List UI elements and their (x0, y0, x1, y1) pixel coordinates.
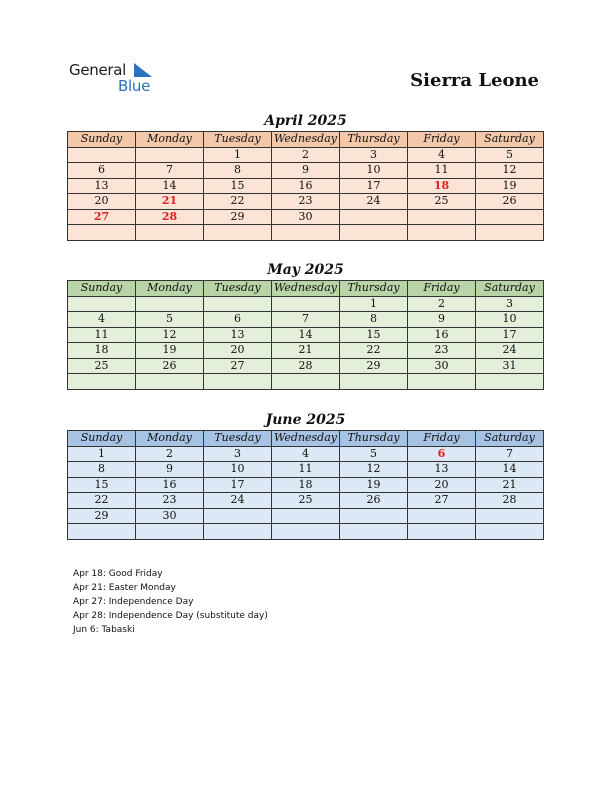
day-cell: 4 (408, 147, 476, 163)
day-cell: 20 (408, 477, 476, 493)
month-title: May 2025 (267, 262, 344, 278)
empty-day-cell (136, 147, 204, 163)
day-cell: 13 (204, 327, 272, 343)
day-cell: 10 (340, 163, 408, 179)
empty-day-cell (136, 524, 204, 540)
empty-day-cell (408, 225, 476, 241)
month-title: April 2025 (264, 113, 347, 129)
day-cell: 3 (476, 296, 544, 312)
weekday-header: Saturday (476, 281, 544, 297)
day-cell: 26 (136, 358, 204, 374)
day-cell: 2 (272, 147, 340, 163)
day-cell: 27 (204, 358, 272, 374)
empty-day-cell (136, 296, 204, 312)
day-cell: 13 (68, 178, 136, 194)
day-cell: 20 (204, 343, 272, 359)
day-cell: 30 (136, 508, 204, 524)
day-cell: 3 (204, 446, 272, 462)
holiday-note: Apr 18: Good Friday (73, 569, 163, 579)
day-cell: 21 (272, 343, 340, 359)
day-cell: 25 (68, 358, 136, 374)
day-cell: 11 (272, 462, 340, 478)
day-cell: 8 (68, 462, 136, 478)
day-cell: 21 (136, 194, 204, 210)
day-cell: 29 (68, 508, 136, 524)
empty-day-cell (476, 508, 544, 524)
empty-day-cell (204, 508, 272, 524)
day-cell: 15 (340, 327, 408, 343)
week-row (68, 508, 544, 524)
day-cell: 7 (476, 446, 544, 462)
day-cell: 22 (204, 194, 272, 210)
week-row (68, 147, 544, 163)
week-row (68, 327, 544, 343)
day-cell: 10 (204, 462, 272, 478)
week-row (68, 312, 544, 328)
empty-day-cell (408, 524, 476, 540)
weekday-header: Tuesday (204, 132, 272, 148)
week-row (68, 225, 544, 241)
day-cell: 15 (68, 477, 136, 493)
day-cell: 4 (68, 312, 136, 328)
empty-day-cell (340, 225, 408, 241)
weekday-header: Wednesday (272, 431, 340, 447)
day-cell: 9 (272, 163, 340, 179)
day-cell: 23 (136, 493, 204, 509)
day-cell: 2 (136, 446, 204, 462)
day-cell: 21 (476, 477, 544, 493)
week-row (68, 374, 544, 390)
month-grid (67, 430, 544, 540)
day-cell: 3 (340, 147, 408, 163)
day-cell: 26 (340, 493, 408, 509)
day-cell: 27 (408, 493, 476, 509)
empty-day-cell (68, 225, 136, 241)
day-cell: 23 (408, 343, 476, 359)
empty-day-cell (476, 225, 544, 241)
empty-day-cell (204, 524, 272, 540)
day-cell: 28 (136, 209, 204, 225)
day-cell: 20 (68, 194, 136, 210)
empty-day-cell (476, 524, 544, 540)
day-cell: 19 (340, 477, 408, 493)
empty-day-cell (340, 209, 408, 225)
week-row (68, 178, 544, 194)
day-cell: 1 (340, 296, 408, 312)
weekday-header: Saturday (476, 431, 544, 447)
day-cell: 24 (340, 194, 408, 210)
day-cell: 28 (476, 493, 544, 509)
weekday-header: Wednesday (272, 132, 340, 148)
day-cell: 6 (408, 446, 476, 462)
month-may (67, 260, 544, 390)
day-cell: 17 (340, 178, 408, 194)
empty-day-cell (136, 225, 204, 241)
empty-day-cell (204, 225, 272, 241)
day-cell: 8 (340, 312, 408, 328)
day-cell: 15 (204, 178, 272, 194)
empty-day-cell (408, 508, 476, 524)
weekday-header: Friday (408, 431, 476, 447)
day-cell: 1 (204, 147, 272, 163)
week-row (68, 296, 544, 312)
empty-day-cell (340, 508, 408, 524)
day-cell: 10 (476, 312, 544, 328)
day-cell: 12 (340, 462, 408, 478)
day-cell: 30 (272, 209, 340, 225)
day-cell: 29 (204, 209, 272, 225)
logo-text-general: General (69, 61, 127, 79)
day-cell: 18 (272, 477, 340, 493)
empty-day-cell (272, 225, 340, 241)
day-cell: 17 (476, 327, 544, 343)
week-row (68, 446, 544, 462)
day-cell: 16 (272, 178, 340, 194)
day-cell: 25 (272, 493, 340, 509)
empty-day-cell (340, 374, 408, 390)
empty-day-cell (136, 374, 204, 390)
day-cell: 18 (408, 178, 476, 194)
day-cell: 5 (476, 147, 544, 163)
day-cell: 17 (204, 477, 272, 493)
day-cell: 9 (136, 462, 204, 478)
week-row (68, 194, 544, 210)
empty-day-cell (272, 374, 340, 390)
day-cell: 2 (408, 296, 476, 312)
day-cell: 12 (136, 327, 204, 343)
empty-day-cell (476, 209, 544, 225)
month-title: June 2025 (265, 412, 346, 428)
day-cell: 25 (408, 194, 476, 210)
weekday-header-row (68, 431, 544, 447)
day-cell: 28 (272, 358, 340, 374)
day-cell: 16 (408, 327, 476, 343)
holiday-notes (73, 567, 268, 637)
weekday-header: Monday (136, 431, 204, 447)
weekday-header: Saturday (476, 132, 544, 148)
weekday-header: Monday (136, 281, 204, 297)
month-grid (67, 131, 544, 241)
day-cell: 6 (68, 163, 136, 179)
holiday-note: Apr 21: Easter Monday (73, 583, 176, 593)
day-cell: 8 (204, 163, 272, 179)
logo-text-blue: Blue (118, 77, 150, 95)
empty-day-cell (68, 524, 136, 540)
holiday-note: Apr 28: Independence Day (substitute day) (73, 611, 268, 621)
empty-day-cell (204, 296, 272, 312)
day-cell: 14 (476, 462, 544, 478)
generalblue-logo (69, 61, 169, 97)
week-row (68, 358, 544, 374)
weekday-header: Tuesday (204, 431, 272, 447)
day-cell: 14 (136, 178, 204, 194)
day-cell: 5 (340, 446, 408, 462)
empty-day-cell (340, 524, 408, 540)
empty-day-cell (68, 296, 136, 312)
day-cell: 24 (476, 343, 544, 359)
month-april (67, 111, 544, 241)
holiday-note: Apr 27: Independence Day (73, 597, 194, 607)
empty-day-cell (272, 524, 340, 540)
weekday-header: Sunday (68, 132, 136, 148)
empty-day-cell (204, 374, 272, 390)
week-row (68, 477, 544, 493)
weekday-header-row (68, 132, 544, 148)
day-cell: 29 (340, 358, 408, 374)
day-cell: 19 (476, 178, 544, 194)
day-cell: 18 (68, 343, 136, 359)
weekday-header: Tuesday (204, 281, 272, 297)
empty-day-cell (272, 508, 340, 524)
week-row (68, 524, 544, 540)
weekday-header: Thursday (340, 132, 408, 148)
day-cell: 11 (408, 163, 476, 179)
week-row (68, 343, 544, 359)
country-title: Sierra Leone (410, 70, 539, 91)
day-cell: 27 (68, 209, 136, 225)
day-cell: 14 (272, 327, 340, 343)
weekday-header: Sunday (68, 431, 136, 447)
weekday-header: Wednesday (272, 281, 340, 297)
week-row (68, 163, 544, 179)
weekday-header: Monday (136, 132, 204, 148)
day-cell: 26 (476, 194, 544, 210)
weekday-header-row (68, 281, 544, 297)
day-cell: 7 (272, 312, 340, 328)
week-row (68, 462, 544, 478)
day-cell: 16 (136, 477, 204, 493)
day-cell: 12 (476, 163, 544, 179)
day-cell: 22 (340, 343, 408, 359)
day-cell: 22 (68, 493, 136, 509)
day-cell: 7 (136, 163, 204, 179)
week-row (68, 209, 544, 225)
day-cell: 9 (408, 312, 476, 328)
weekday-header: Friday (408, 132, 476, 148)
weekday-header: Thursday (340, 431, 408, 447)
month-grid (67, 280, 544, 390)
empty-day-cell (408, 374, 476, 390)
day-cell: 30 (408, 358, 476, 374)
day-cell: 24 (204, 493, 272, 509)
day-cell: 6 (204, 312, 272, 328)
day-cell: 31 (476, 358, 544, 374)
week-row (68, 493, 544, 509)
day-cell: 19 (136, 343, 204, 359)
logo-triangle-icon (134, 63, 152, 77)
month-june (67, 410, 544, 540)
day-cell: 4 (272, 446, 340, 462)
empty-day-cell (408, 209, 476, 225)
day-cell: 11 (68, 327, 136, 343)
day-cell: 5 (136, 312, 204, 328)
empty-day-cell (68, 374, 136, 390)
day-cell: 13 (408, 462, 476, 478)
weekday-header: Friday (408, 281, 476, 297)
empty-day-cell (272, 296, 340, 312)
empty-day-cell (68, 147, 136, 163)
day-cell: 23 (272, 194, 340, 210)
holiday-note: Jun 6: Tabaski (73, 625, 135, 635)
weekday-header: Sunday (68, 281, 136, 297)
day-cell: 1 (68, 446, 136, 462)
weekday-header: Thursday (340, 281, 408, 297)
empty-day-cell (476, 374, 544, 390)
